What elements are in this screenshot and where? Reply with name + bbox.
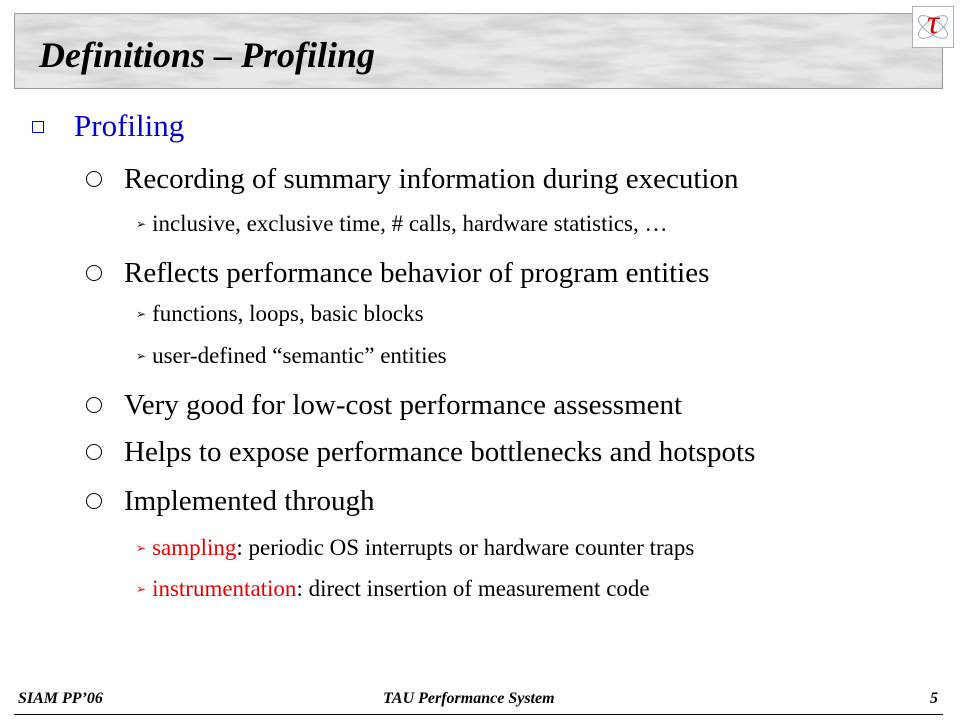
bullet-helps — [86, 436, 755, 469]
sub-bullet-text: functions, loops, basic blocks — [152, 301, 424, 326]
bullet-recording — [86, 163, 739, 196]
arrow-bullet-icon: ➢ — [136, 541, 147, 555]
bullet-very-good — [86, 389, 682, 422]
sub-bullet-instrumentation — [136, 576, 650, 602]
circle-bullet-icon — [86, 265, 102, 281]
term-instrumentation: instrumentation — [152, 576, 297, 601]
footer-rule — [14, 714, 943, 715]
title-bar — [14, 13, 943, 89]
circle-bullet-icon — [86, 444, 102, 460]
square-bullet-icon — [32, 121, 44, 133]
bullet-text: Recording of summary information during execution — [124, 163, 739, 195]
footer-left: SIAM PP’06 — [18, 690, 103, 707]
arrow-bullet-icon: ➢ — [136, 582, 147, 596]
arrow-bullet-icon: ➢ — [136, 349, 147, 363]
circle-bullet-icon — [86, 493, 102, 509]
heading-profiling — [32, 108, 184, 144]
arrow-bullet-icon: ➢ — [136, 217, 147, 231]
bullet-reflects — [86, 257, 709, 290]
sub-bullet-inclusive — [136, 211, 668, 237]
sub-bullet-sampling — [136, 535, 694, 561]
term-sampling: sampling — [152, 535, 237, 560]
heading-text: Profiling — [74, 108, 185, 143]
sub-bullet-text: : periodic OS interrupts or hardware counter traps — [236, 535, 695, 560]
tau-logo-icon — [912, 6, 954, 48]
sub-bullet-text: inclusive, exclusive time, # calls, hardware statistics, … — [152, 211, 668, 236]
bullet-text: Implemented through — [124, 485, 375, 517]
slide-title: Definitions – Profiling — [39, 35, 376, 75]
circle-bullet-icon — [86, 171, 102, 187]
arrow-bullet-icon: ➢ — [136, 307, 147, 321]
page-number: 5 — [930, 690, 938, 707]
sub-bullet-functions — [136, 301, 424, 327]
bullet-text: Very good for low-cost performance assessment — [124, 389, 683, 421]
sub-bullet-text: user-defined “semantic” entities — [152, 343, 447, 368]
footer-center: TAU Performance System — [383, 690, 555, 707]
bullet-implemented — [86, 485, 374, 518]
tau-glyph: τ — [926, 4, 940, 41]
sub-bullet-user-defined — [136, 343, 447, 369]
bullet-text: Reflects performance behavior of program entities — [124, 257, 710, 289]
sub-bullet-text: : direct insertion of measurement code — [296, 576, 650, 601]
bullet-text: Helps to expose performance bottlenecks and hotspots — [124, 436, 756, 468]
circle-bullet-icon — [86, 397, 102, 413]
